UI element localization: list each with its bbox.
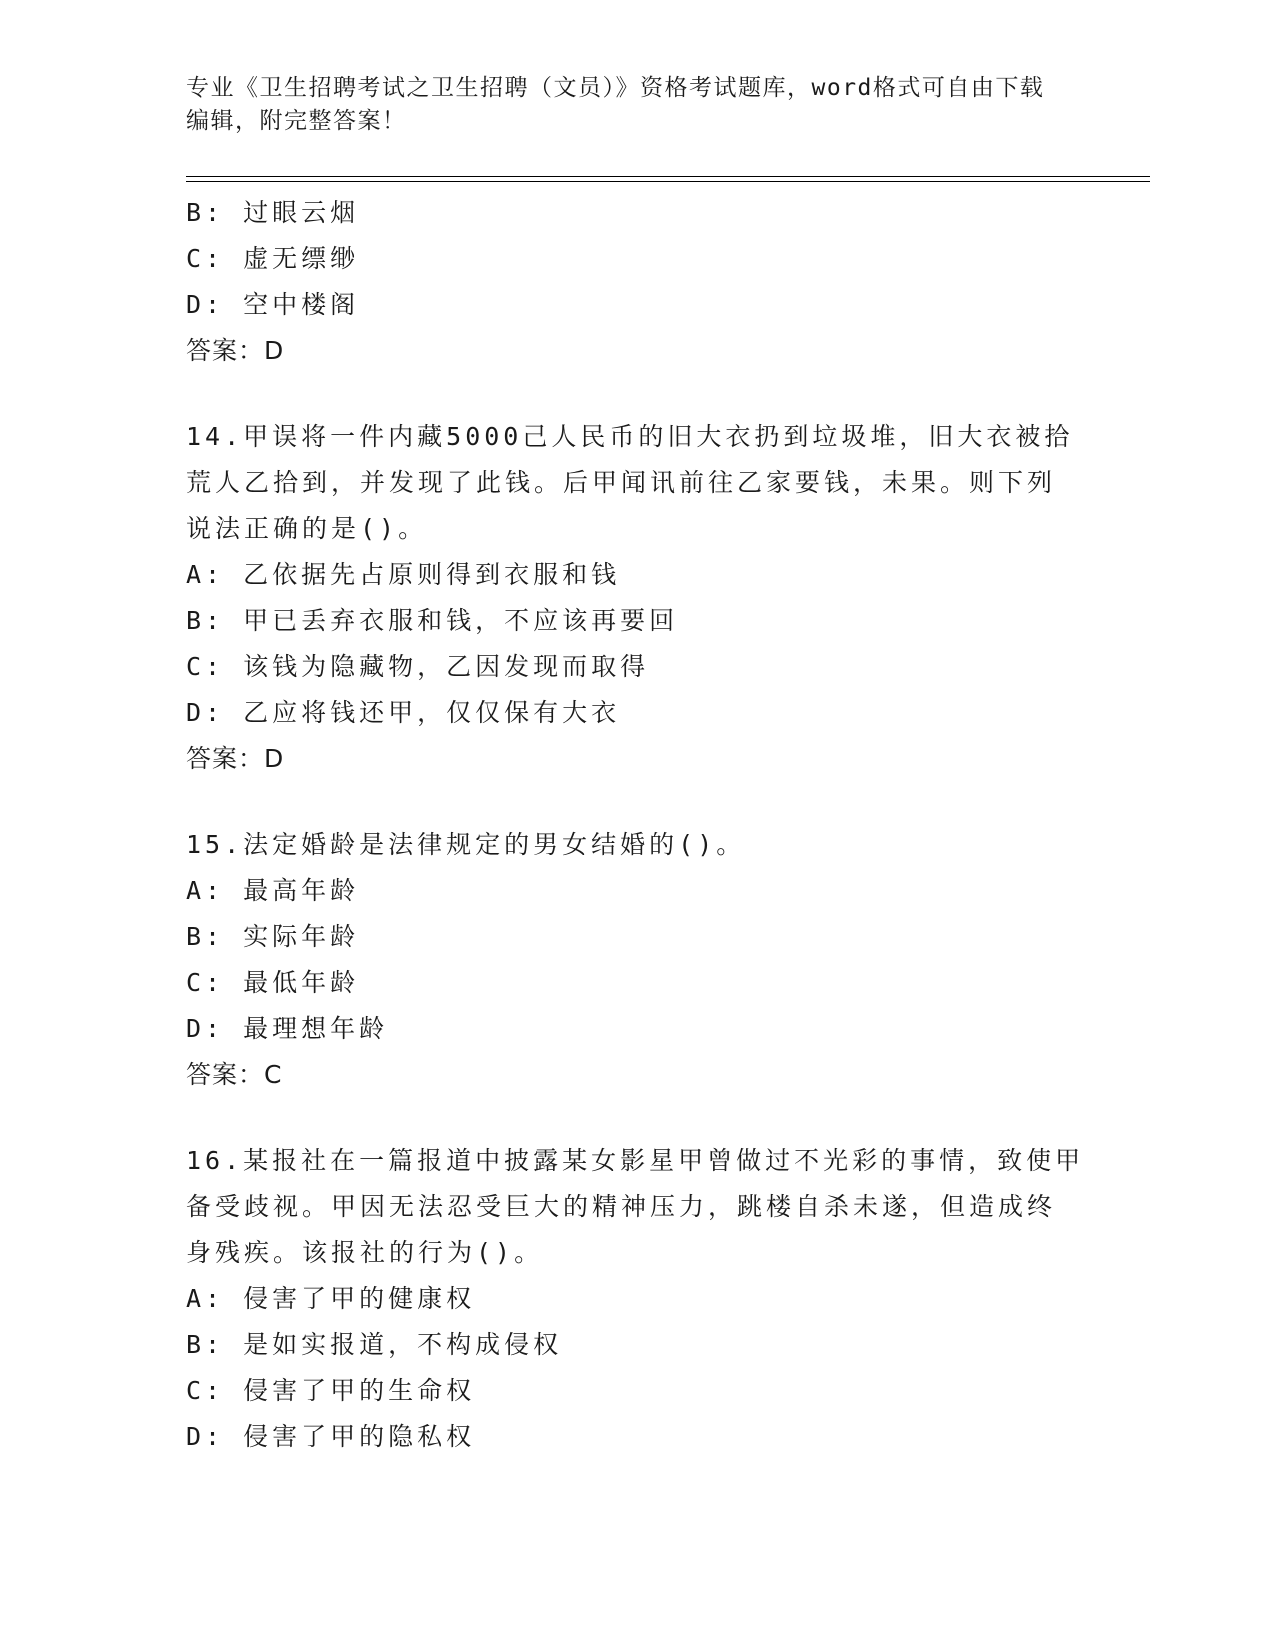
- option-c: C: 该钱为隐藏物，乙因发现而取得: [186, 652, 650, 681]
- option-b: B: 过眼云烟: [186, 198, 360, 227]
- option-d: D: 乙应将钱还甲，仅仅保有大衣: [186, 698, 621, 727]
- question-16: [186, 1138, 1086, 1460]
- question-15: [186, 822, 1086, 1098]
- question-stem-line: 14.甲误将一件内藏5000己人民币的旧大衣扔到垃圾堆，旧大衣被拾: [186, 422, 1074, 451]
- option-b: B: 是如实报道，不构成侵权: [186, 1330, 563, 1359]
- answer-line: 答案：C: [186, 1060, 283, 1089]
- spacer: [186, 374, 1086, 414]
- header-line-2: 编辑，附完整答案！: [186, 108, 407, 134]
- option-c: C: 虚无缥缈: [186, 244, 360, 273]
- header-line-1: 专业《卫生招聘考试之卫生招聘（文员）》资格考试题库，word格式可自由下载: [186, 75, 1045, 101]
- answer-line: 答案：D: [186, 744, 285, 773]
- option-b: B: 实际年龄: [186, 922, 360, 951]
- question-stem-line: 16.某报社在一篇报道中披露某女影星甲曾做过不光彩的事情，致使甲: [186, 1146, 1085, 1175]
- option-d: D: 侵害了甲的隐私权: [186, 1422, 476, 1451]
- header-divider-bottom: [186, 181, 1150, 182]
- question-stem-line: 15.法定婚龄是法律规定的男女结婚的()。: [186, 830, 746, 859]
- spacer: [186, 1098, 1086, 1138]
- document-header: [186, 72, 1086, 138]
- option-b: B: 甲已丢弃衣服和钱，不应该再要回: [186, 606, 679, 635]
- option-a: A: 侵害了甲的健康权: [186, 1284, 476, 1313]
- question-list: [186, 190, 1086, 1460]
- question-stem-line: 荒人乙拾到，并发现了此钱。后甲闻讯前往乙家要钱，未果。则下列: [186, 468, 1057, 497]
- option-d: D: 最理想年龄: [186, 1014, 389, 1043]
- question-stem-line: 身残疾。该报社的行为()。: [186, 1238, 544, 1267]
- option-d: D: 空中楼阁: [186, 290, 360, 319]
- option-c: C: 最低年龄: [186, 968, 360, 997]
- answer-line: 答案：D: [186, 336, 285, 365]
- option-a: A: 乙依据先占原则得到衣服和钱: [186, 560, 621, 589]
- header-divider-top: [186, 176, 1150, 177]
- option-a: A: 最高年龄: [186, 876, 360, 905]
- question-stem-line: 说法正确的是()。: [186, 514, 428, 543]
- question-13-tail: [186, 190, 1086, 374]
- question-stem-line: 备受歧视。甲因无法忍受巨大的精神压力，跳楼自杀未遂，但造成终: [186, 1192, 1057, 1221]
- spacer: [186, 782, 1086, 822]
- question-14: [186, 414, 1086, 782]
- option-c: C: 侵害了甲的生命权: [186, 1376, 476, 1405]
